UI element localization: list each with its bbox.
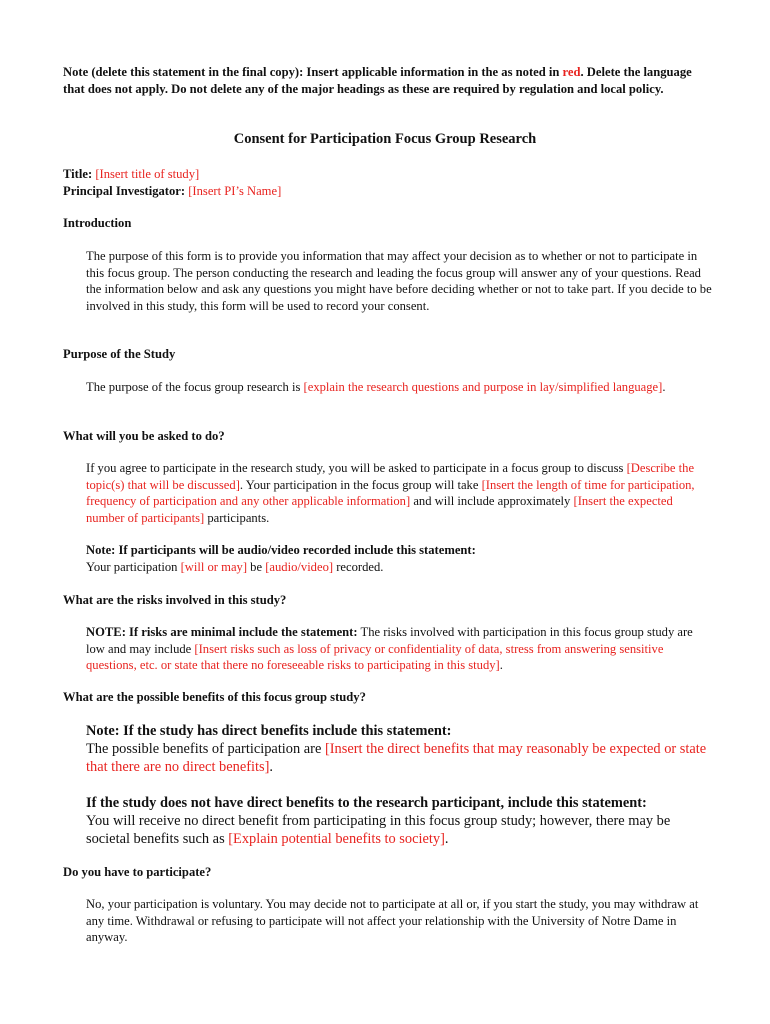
direct-benefits-text-2: .: [269, 759, 273, 776]
no-direct-benefits-heading: If the study does not have direct benefits to the research participant, include this statement:: [86, 795, 647, 811]
participate-heading: Do you have to participate?: [63, 865, 212, 879]
direct-benefits: [86, 722, 714, 777]
page-title: Consent for Participation Focus Group Research: [233, 131, 537, 147]
asked-text-2: . Your participation in the focus group will take: [239, 477, 482, 492]
risks-heading: What are the risks involved in this study?: [63, 593, 287, 607]
recording-placeholder-2: [audio/video]: [265, 559, 334, 574]
asked-text-1: If you agree to participate in the research study, you will be asked to participate in a focus group to discuss: [86, 461, 627, 475]
pi-label: Principal Investigator:: [63, 183, 186, 198]
instruction-note: [63, 64, 715, 98]
no-direct-benefits-text-2: .: [444, 831, 449, 848]
asked-placeholder-2: [Insert the length of time for participation, frequency of participation and any other applicable information]: [86, 477, 695, 508]
direct-benefits-placeholder: [Insert the direct benefits that may reasonably be expected or state that there are no direct benefits]: [86, 741, 707, 776]
risks-placeholder: [Insert risks such as loss of privacy or confidentiality of data, stress from answering sensitive questions, etc. or state that there no foreseeable risks to participating in this study]: [86, 641, 664, 672]
recording-note: [86, 542, 714, 575]
risks-note-label: NOTE: If risks are minimal include the statement:: [86, 625, 358, 639]
direct-benefits-heading: Note: If the study has direct benefits include this statement:: [86, 723, 452, 739]
asked-placeholder-3: [Insert the expected number of participants]: [86, 494, 673, 525]
recording-placeholder-1: [will or may]: [180, 559, 248, 574]
asked-heading: What will you be asked to do?: [63, 429, 225, 443]
introduction-heading: Introduction: [63, 216, 132, 230]
recording-text-1: Your participation: [86, 559, 181, 574]
note-red-word: red: [562, 65, 581, 79]
direct-benefits-text-1: The possible benefits of participation are: [86, 741, 325, 758]
recording-text-2: be: [247, 559, 266, 574]
asked-placeholder-1: [Describe the topic(s) that will be discussed]: [86, 461, 695, 492]
risks-text-1: The risks involved with participation in this focus group study are low and may include: [86, 625, 693, 656]
purpose-body: [86, 379, 714, 396]
asked-text-4: participants.: [204, 510, 270, 525]
recording-note-heading: Note: If participants will be audio/video recorded include this statement:: [86, 543, 476, 557]
purpose-heading: Purpose of the Study: [63, 347, 176, 361]
purpose-lead: The purpose of the focus group research is: [86, 380, 304, 394]
no-direct-benefits-placeholder: [Explain potential benefits to society]: [228, 831, 445, 848]
recording-text-3: recorded.: [333, 559, 384, 574]
pi-value: [Insert PI’s Name]: [188, 183, 282, 198]
risks-body: [86, 624, 714, 674]
participate-body: No, your participation is voluntary. You may decide not to participate at all or, if you start the study, you may withdraw at any time. Withdrawal or refusing to participate will not affect your relationship with the University of Notre Dame in anyway.: [86, 897, 699, 944]
no-direct-benefits-text-1: You will receive no direct benefit from participating in this focus group study; however, there may be societal benefits such as: [86, 813, 671, 848]
benefits-heading: What are the possible benefits of this focus group study?: [63, 690, 366, 704]
note-prefix: Note (delete this statement in the final copy): Insert applicable information in the as noted in: [63, 65, 563, 79]
purpose-placeholder: [explain the research questions and purpose in lay/simplified language]: [303, 380, 663, 394]
title-label: Title:: [63, 167, 93, 181]
study-meta: [63, 166, 723, 199]
title-value: [Insert title of study]: [95, 167, 200, 181]
asked-text-3: and will include approximately: [410, 494, 574, 508]
no-direct-benefits: [86, 794, 714, 849]
asked-body: [86, 460, 714, 526]
risks-text-2: .: [499, 658, 503, 672]
purpose-end: .: [662, 380, 666, 394]
introduction-body: The purpose of this form is to provide you information that may affect your decision as to whether or not to participate in this focus group. The person conducting the research and leading the focus group will answer any of your questions. Read the information below and ask any questions you might have before deciding whether or not to take part. If you decide to be involved in this study, this form will be used to record your consent.: [86, 249, 712, 313]
note-suffix: . Delete the language that does not apply. Do not delete any of the major headings as these are required by regulation and local policy.: [63, 65, 692, 96]
